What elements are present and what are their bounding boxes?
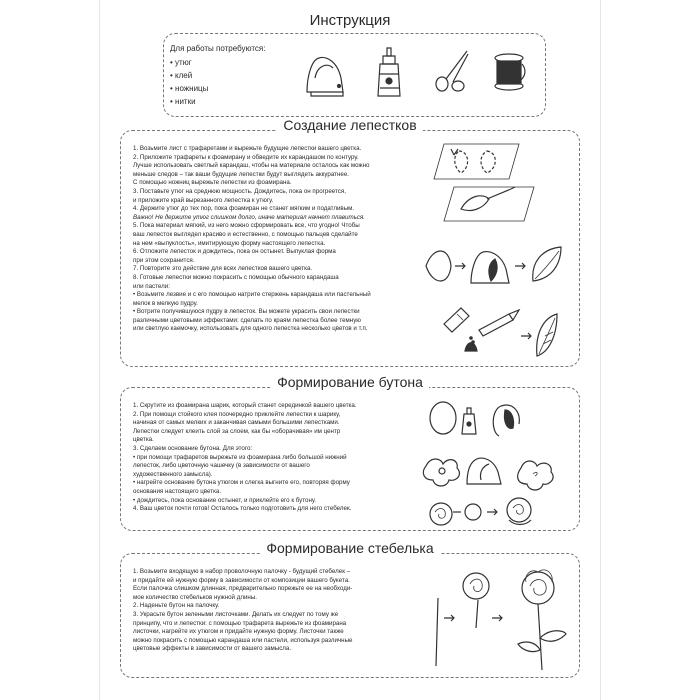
list-item: • клей bbox=[170, 69, 208, 82]
glue-icon bbox=[374, 46, 404, 101]
iron-icon bbox=[299, 48, 349, 98]
instruction-line: 2. Приложите трафареты к фоамирану и обведите их карандашом по контуру. bbox=[133, 153, 359, 161]
instruction-line: Лучше использовать светлый карандаш, чтобы на материале осталось как можно bbox=[133, 162, 370, 170]
instruction-line: 2. При помощи стойкого клея поочередно приклейте лепестки к шарику, bbox=[133, 410, 341, 418]
thread-icon bbox=[489, 52, 529, 92]
instruction-line: • Возьмите лезвие и с его помощью натрите стержень карандаша или пастельный bbox=[133, 291, 371, 299]
instruction-line: С помощью ножниц вырежьте лепестки из фоамирана. bbox=[133, 179, 292, 187]
scissors-icon bbox=[434, 48, 474, 93]
list-item: • ножницы bbox=[170, 82, 208, 95]
instruction-line: 4. Ваш цветок почти готов! Осталось только подготовить для него стебелек. bbox=[133, 505, 352, 513]
instruction-line: • при помощи трафаретов вырежьте из фоамирана либо большой нижний bbox=[133, 453, 347, 461]
instruction-line: Если палочка слишком длинная, предварительно порежьте ее на необходи- bbox=[133, 585, 353, 593]
instruction-line: 1. Скрутите из фоамирана шарик, который станет серединкой вашего цветка. bbox=[133, 402, 357, 409]
instruction-line: принципу, что и лепестки: с помощью трафарета вырежьте из фоамирана bbox=[133, 619, 347, 627]
instruction-line: лепесток, либо цветочную чашечку (в зависимости от вашего bbox=[133, 462, 310, 470]
instruction-line: 3. Украсьте бутон зелеными листочками. Делать их следует по тому же bbox=[133, 610, 339, 618]
stencil-tracing-illustration bbox=[439, 139, 549, 224]
instruction-line: художественного замысла). bbox=[133, 470, 213, 478]
instruction-line: 3. Поставьте утюг на среднюю мощность. Дождитесь, пока он прогреется, bbox=[133, 187, 346, 195]
petals-instructions bbox=[133, 145, 423, 334]
stem-assembly-illustration bbox=[426, 558, 576, 676]
requirements-label: Для работы потребуются: bbox=[170, 44, 266, 53]
section-heading: Формирование стебелька bbox=[260, 540, 439, 556]
instruction-line: на нем «выпуклость», имитирующую форму настоящего лепестка. bbox=[133, 239, 326, 247]
instruction-line: мое количество стебельков нужной длины. bbox=[133, 593, 257, 601]
instruction-line: • Вотрите получившуюся пудру в лепесток. Вы можете украсить свои лепестки bbox=[133, 308, 360, 316]
stem-instructions bbox=[133, 568, 408, 654]
instruction-sheet bbox=[100, 0, 600, 700]
instruction-line: 8. Готовые лепестки можно покрасить с помощью обычного карандаша bbox=[133, 273, 339, 281]
section-stem bbox=[120, 540, 580, 678]
instruction-line: 4. Держите утюг до тех пор, пока фоамиран не станет мягким и податливым. bbox=[133, 205, 355, 213]
instruction-line: меньше следов – так ваши будущие лепестки будут выглядеть аккуратнее. bbox=[133, 170, 350, 178]
instruction-line: Лепестки следует клеить слой за слоем, как бы «оборачивая» им центр bbox=[133, 427, 341, 435]
instruction-line: основания настоящего цветка. bbox=[133, 487, 222, 495]
page-title: Инструкция bbox=[309, 12, 391, 29]
iron-heating-illustration bbox=[421, 241, 571, 291]
instruction-line: мелок в мелкую пудру. bbox=[133, 299, 198, 307]
instruction-line: ваш лепесток выглядел красиво и естественно, с помощью пальцев сделайте bbox=[133, 230, 358, 238]
instruction-line: или светлую каемочку, использовать для одного лепестка несколько цветов и т.п. bbox=[133, 325, 368, 333]
pencil-coloring-illustration bbox=[439, 296, 559, 361]
requirements-list bbox=[170, 56, 208, 108]
section-heading: Формирование бутона bbox=[271, 374, 429, 390]
instruction-line: цветовые эффекты в зависимости от вашего замысла. bbox=[133, 645, 292, 653]
section-bud bbox=[120, 374, 580, 531]
list-item: • нитки bbox=[170, 95, 208, 108]
list-item: • утюг bbox=[170, 56, 208, 69]
instruction-line: при этом сохранится. bbox=[133, 256, 195, 264]
instruction-line: начиная от самых мелких и заканчивая самыми большими лепестками. bbox=[133, 419, 340, 427]
bud-instructions bbox=[133, 402, 408, 514]
instruction-line: • дождитесь, пока основание остынет, и приклейте его к бутону. bbox=[133, 496, 317, 504]
instruction-line: Важно! Не держите утюг слишком долго, иначе материал начнет плавиться. bbox=[133, 213, 366, 221]
instruction-line: 1. Возьмите входящую в набор проволочную палочку - будущий стебелек – bbox=[133, 568, 351, 575]
instruction-line: различными цветовыми эффектами: сделать по краям лепестка более темную bbox=[133, 316, 361, 324]
instruction-line: • нагрейте основание бутона утюгом и слегка выгните его, повторяя форму bbox=[133, 479, 350, 487]
instruction-line: можно покрасить с помощью карандаша или пастели, используя различные bbox=[133, 636, 353, 644]
instruction-line: 1. Возьмите лист с трафаретами и вырежьте будущие лепестки вашего цветка. bbox=[133, 145, 362, 152]
instruction-line: 5. Пока материал мягкий, из него можно сформировать все, что угодно! Чтобы bbox=[133, 222, 360, 230]
instruction-line: 2. Наденьте бутон на палочку. bbox=[133, 602, 220, 610]
instruction-line: 7. Повторите это действие для всех лепестков вашего цветка. bbox=[133, 265, 313, 273]
requirements-box bbox=[163, 33, 546, 117]
section-heading: Создание лепестков bbox=[277, 117, 422, 133]
instruction-line: и придайте ей нужную форму в зависимости от композиции вашего букета. bbox=[133, 576, 350, 584]
instruction-line: листочки, нагрейте их утюгом и придайте нужную форму. Листочки также bbox=[133, 628, 344, 636]
section-petals bbox=[120, 117, 580, 367]
instruction-line: 3. Сделаем основание бутона. Для этого: bbox=[133, 444, 253, 452]
instruction-line: или пастели: bbox=[133, 282, 170, 290]
instruction-line: и приложите край вырезанного лепестка к утюгу. bbox=[133, 196, 274, 204]
instruction-line: 6. Отложите лепесток и дождитесь, пока он остынет. Выпуклая форма bbox=[133, 248, 336, 256]
instruction-line: цветка. bbox=[133, 436, 154, 444]
bud-assembly-illustration bbox=[421, 396, 571, 526]
